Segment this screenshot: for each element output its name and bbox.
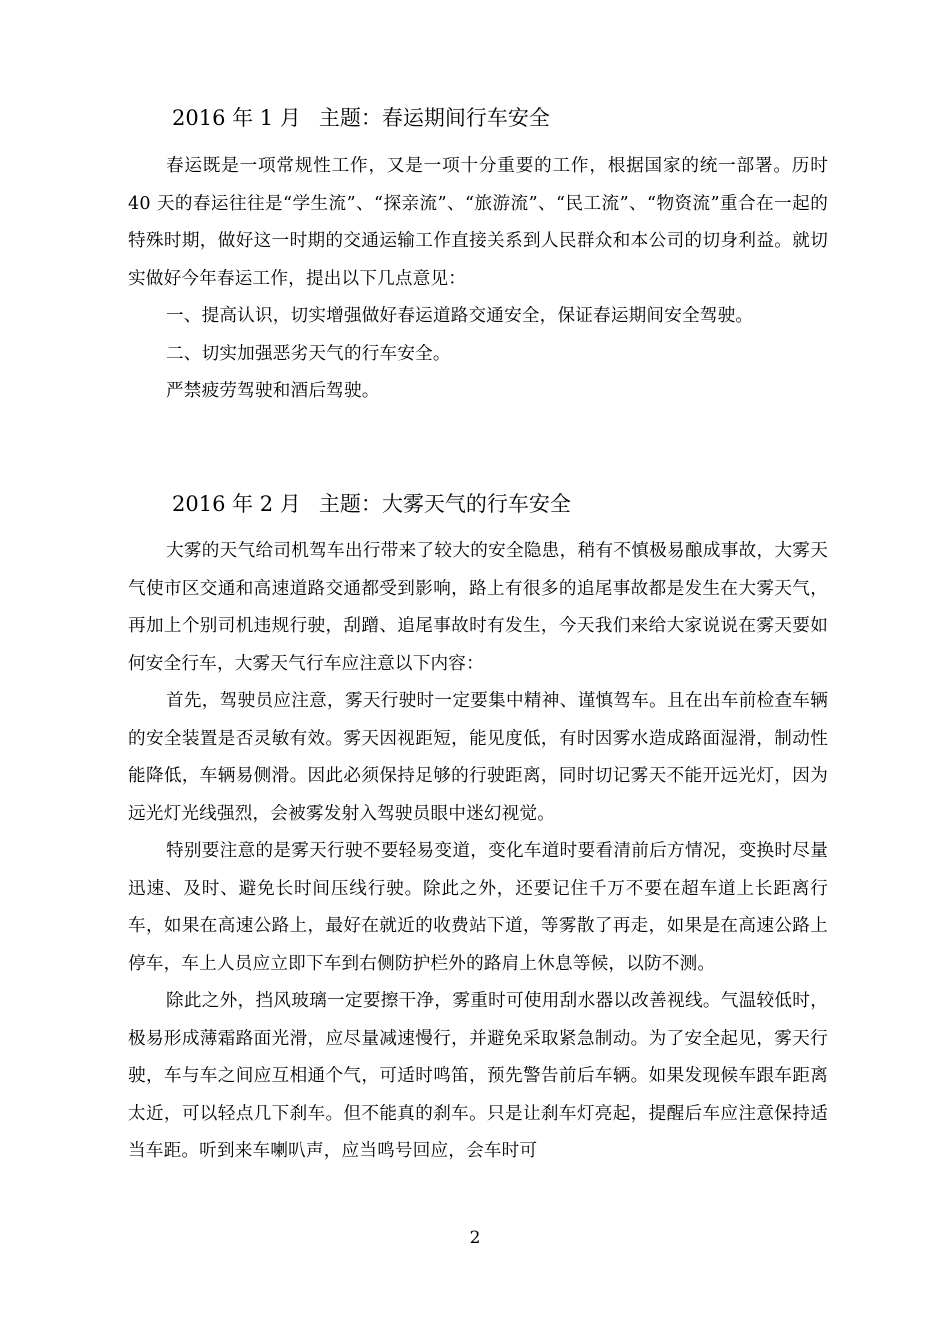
page-number: 2 [469, 1228, 481, 1248]
paragraph: 特别要注意的是雾天行驶不要轻易变道，变化车道时要看清前后方情况，变换时尽量迅速、及时、避免长时间压线行驶。除此之外，还要记住千万不要在超车道上长距离行车，如果在高速公路上，最好在就近的收费站下道，等雾散了再走，如果是在高速公路上停车，车上人员应立即下车到右侧防护栏外的路肩上休息等候，以防不测。 [128, 841, 828, 974]
section-date: 2016 年 2 月 [172, 492, 301, 516]
section-february [128, 490, 828, 1171]
section-date: 2016 年 1 月 [172, 106, 301, 130]
section-heading [172, 490, 828, 518]
section-body [128, 533, 828, 1171]
section-heading [172, 104, 828, 132]
paragraph: 大雾的天气给司机驾车出行带来了较大的安全隐患，稍有不慎极易酿成事故，大雾天气使市区交通和高速道路交通都受到影响，路上有很多的追尾事故都是发生在大雾天气，再加上个别司机违规行驶，刮蹭、追尾事故时有发生，今天我们来给大家说说在雾天要如何安全行车，大雾天气行车应注意以下内容： [128, 541, 828, 674]
section-topic: 主题：大雾天气的行车安全 [318, 492, 571, 516]
section-january [128, 104, 828, 411]
paragraph: 一、提高认识，切实增强做好春运道路交通安全，保证春运期间安全驾驶。 [166, 306, 754, 326]
paragraph: 春运既是一项常规性工作，又是一项十分重要的工作，根据国家的统一部署。历时 40 天的春运往往是“学生流”、“探亲流”、“旅游流”、“民工流”、“物资流”重合在一起的特殊时期，做好这一时期的交通运输工作直接关系到人民群众和本公司的切身利益。就切实做好今年春运工作，提出以下几点意见： [128, 156, 828, 289]
paragraph: 二、切实加强恶劣天气的行车安全。 [166, 343, 451, 364]
section-body [128, 148, 828, 411]
paragraph: 严禁疲劳驾驶和酒后驾驶。 [166, 381, 380, 401]
paragraph: 首先，驾驶员应注意，雾天行驶时一定要集中精神、谨慎驾车。且在出车前检查车辆的安全装置是否灵敏有效。雾天因视距短，能见度低，有时因雾水造成路面湿滑，制动性能降低，车辆易侧滑。因此必须保持足够的行驶距离，同时切记雾天不能开远光灯，因为远光灯光线强烈，会被雾发射入驾驶员眼中迷幻视觉。 [128, 691, 828, 824]
paragraph: 除此之外，挡风玻璃一定要擦干净，雾重时可使用刮水器以改善视线。气温较低时，极易形成薄霜路面光滑，应尽量减速慢行，并避免采取紧急制动。为了安全起见，雾天行驶，车与车之间应互相通个气，可适时鸣笛，预先警告前后车辆。如果发现候车跟车距离太近，可以轻点几下刹车。但不能真的刹车。只是让刹车灯亮起，提醒后车应注意保持适当车距。听到来车喇叭声，应当鸣号回应，会车时可 [128, 991, 828, 1161]
section-topic: 主题：春运期间行车安全 [318, 106, 550, 130]
